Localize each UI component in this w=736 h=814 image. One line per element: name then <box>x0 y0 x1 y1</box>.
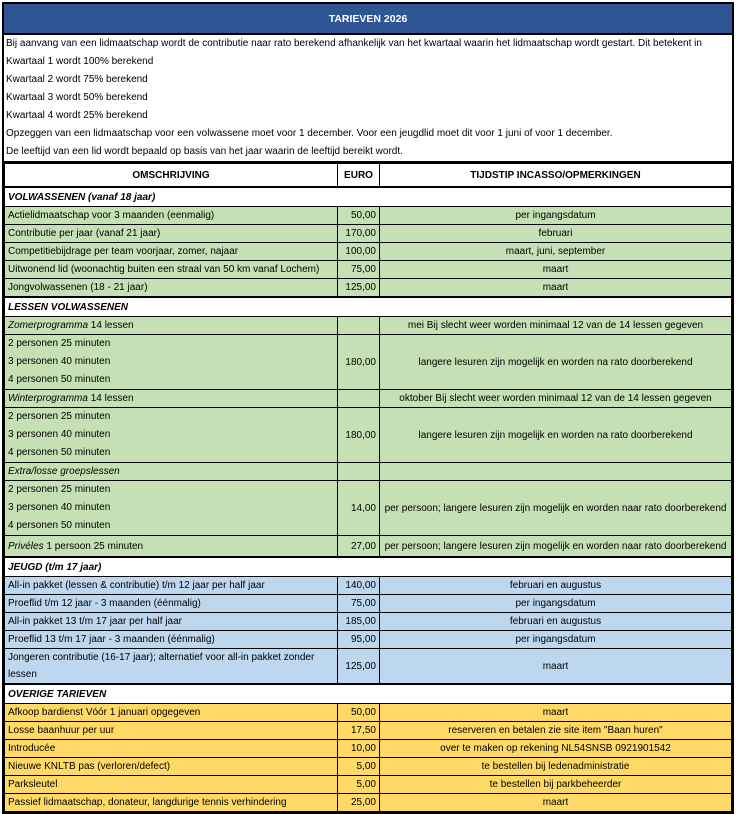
row-desc: All-in pakket 13 t/m 17 jaar per half jaar <box>5 613 338 631</box>
row-euro: 95,00 <box>338 631 380 649</box>
row-note: maart <box>380 704 732 722</box>
table-row <box>5 704 732 722</box>
row-euro: 180,00 <box>338 408 380 463</box>
row-euro: 25,00 <box>338 794 380 812</box>
row-desc: Nieuwe KNLTB pas (verloren/defect) <box>5 758 338 776</box>
row-desc: All-in pakket (lessen & contributie) t/m 12 jaar per half jaar <box>5 577 338 595</box>
row-desc: Jongvolwassenen (18 - 21 jaar) <box>5 279 338 298</box>
row-desc: Losse baanhuur per uur <box>5 722 338 740</box>
row-note: maart <box>380 261 732 279</box>
row-desc: Proeflid 13 t/m 17 jaar - 3 maanden (éénmalig) <box>5 631 338 649</box>
table-row <box>5 225 732 243</box>
header-tijdstip: TIJDSTIP INCASSO/OPMERKINGEN <box>380 164 732 188</box>
row-note: februari en augustus <box>380 577 732 595</box>
row-desc: Contributie per jaar (vanaf 21 jaar) <box>5 225 338 243</box>
row-desc: Jongeren contributie (16-17 jaar); alternatief voor all-in pakket zonder lessen <box>5 649 338 685</box>
row-desc: Introducée <box>5 740 338 758</box>
note-line: De leeftijd van een lid wordt bepaald op basis van het jaar waarin de leeftijd bereikt wordt. <box>6 146 403 157</box>
section-lessen: LESSEN VOLWASSENEN <box>5 297 732 317</box>
row-euro: 75,00 <box>338 595 380 613</box>
row-desc: Competitiebijdrage per team voorjaar, zomer, najaar <box>5 243 338 261</box>
row-euro: 125,00 <box>338 649 380 685</box>
table-row <box>5 740 732 758</box>
row-desc: 2 personen 25 minuten 3 personen 40 minuten 4 personen 50 minuten <box>5 481 338 536</box>
row-desc: Uitwonend lid (woonachtig buiten een straal van 50 km vanaf Lochem) <box>5 261 338 279</box>
table-row <box>5 595 732 613</box>
table-header <box>5 164 732 188</box>
row-desc: Privéles 1 persoon 25 minuten <box>5 536 338 558</box>
row-note: te bestellen bij parkbeheerder <box>380 776 732 794</box>
note-line: Kwartaal 3 wordt 50% berekend <box>6 92 148 103</box>
row-euro: 125,00 <box>338 279 380 298</box>
row-note: te bestellen bij ledenadministratie <box>380 758 732 776</box>
row-note: maart <box>380 649 732 685</box>
section-volwassenen: VOLWASSENEN (vanaf 18 jaar) <box>5 187 732 207</box>
row-desc: Winterprogramma 14 lessen <box>5 390 338 408</box>
row-euro: 14,00 <box>338 481 380 536</box>
tarieven-table <box>4 163 732 812</box>
row-note: per ingangsdatum <box>380 207 732 225</box>
table-row <box>5 279 732 298</box>
row-euro: 185,00 <box>338 613 380 631</box>
table-row-extra-header <box>5 463 732 481</box>
row-note: langere lesuren zijn mogelijk en worden na rato doorberekend <box>380 408 732 463</box>
row-euro: 180,00 <box>338 335 380 390</box>
row-euro: 170,00 <box>338 225 380 243</box>
table-row-prive <box>5 536 732 558</box>
row-euro: 50,00 <box>338 207 380 225</box>
row-euro: 10,00 <box>338 740 380 758</box>
row-euro: 27,00 <box>338 536 380 558</box>
row-desc: Afkoop bardienst Vóór 1 januari opgegeven <box>5 704 338 722</box>
section-overige: OVERIGE TARIEVEN <box>5 684 732 704</box>
row-desc: Actielidmaatschap voor 3 maanden (eenmalig) <box>5 207 338 225</box>
row-note: per ingangsdatum <box>380 631 732 649</box>
table-row <box>5 261 732 279</box>
row-note: maart, juni, september <box>380 243 732 261</box>
row-note: maart <box>380 279 732 298</box>
page-title: TARIEVEN 2026 <box>4 4 732 35</box>
note-line: Kwartaal 1 wordt 100% berekend <box>6 56 154 67</box>
row-desc: Proeflid t/m 12 jaar - 3 maanden (éénmalig) <box>5 595 338 613</box>
row-note: februari en augustus <box>380 613 732 631</box>
row-desc: 2 personen 25 minuten 3 personen 40 minuten 4 personen 50 minuten <box>5 335 338 390</box>
header-euro: EURO <box>338 164 380 188</box>
row-euro: 50,00 <box>338 704 380 722</box>
row-note: per persoon; langere lesuren zijn mogelijk en worden naar rato doorberekend <box>380 481 732 536</box>
notes-block <box>4 35 732 163</box>
row-note: oktober Bij slecht weer worden minimaal 12 van de 14 lessen gegeven <box>380 390 732 408</box>
table-row-winter <box>5 408 732 463</box>
row-note: mei Bij slecht weer worden minimaal 12 van de 14 lessen gegeven <box>380 317 732 335</box>
table-row-extra <box>5 481 732 536</box>
table-row <box>5 794 732 812</box>
table-row <box>5 631 732 649</box>
row-note: februari <box>380 225 732 243</box>
section-jeugd: JEUGD (t/m 17 jaar) <box>5 557 732 577</box>
table-row-winter-header <box>5 390 732 408</box>
row-desc: 2 personen 25 minuten 3 personen 40 minuten 4 personen 50 minuten <box>5 408 338 463</box>
row-desc: Zomerprogramma 14 lessen <box>5 317 338 335</box>
table-row <box>5 243 732 261</box>
table-row <box>5 613 732 631</box>
row-desc: Extra/losse groepslessen <box>5 463 338 481</box>
row-euro: 17,50 <box>338 722 380 740</box>
table-row-zomer <box>5 335 732 390</box>
table-row <box>5 758 732 776</box>
row-euro: 100,00 <box>338 243 380 261</box>
tarieven-sheet <box>2 2 734 814</box>
row-note: over te maken op rekening NL54SNSB 0921901542 <box>380 740 732 758</box>
table-row <box>5 577 732 595</box>
table-row <box>5 207 732 225</box>
row-note: maart <box>380 794 732 812</box>
row-euro: 5,00 <box>338 758 380 776</box>
row-note: langere lesuren zijn mogelijk en worden na rato doorberekend <box>380 335 732 390</box>
header-omschrijving: OMSCHRIJVING <box>5 164 338 188</box>
row-euro: 75,00 <box>338 261 380 279</box>
row-desc: Passief lidmaatschap, donateur, langdurige tennis verhindering <box>5 794 338 812</box>
table-row <box>5 722 732 740</box>
row-euro: 140,00 <box>338 577 380 595</box>
note-line: Opzeggen van een lidmaatschap voor een volwassene moet voor 1 december. Voor een jeugdlid moet dit voor 1 juni of voor 1 december. <box>6 128 613 139</box>
row-note: reserveren en betalen zie site item "Baan huren" <box>380 722 732 740</box>
row-note: per ingangsdatum <box>380 595 732 613</box>
row-euro: 5,00 <box>338 776 380 794</box>
row-note: per persoon; langere lesuren zijn mogelijk en worden naar rato doorberekend <box>380 536 732 558</box>
row-desc: Parksleutel <box>5 776 338 794</box>
table-row <box>5 776 732 794</box>
table-row <box>5 649 732 685</box>
note-line: Bij aanvang van een lidmaatschap wordt de contributie naar rato berekend afhankelijk van het kwartaal waarin het lidmaatschap wordt gestart. Dit betekent in <box>6 38 702 49</box>
note-line: Kwartaal 4 wordt 25% berekend <box>6 110 148 121</box>
note-line: Kwartaal 2 wordt 75% berekend <box>6 74 148 85</box>
table-row-zomer-header <box>5 317 732 335</box>
